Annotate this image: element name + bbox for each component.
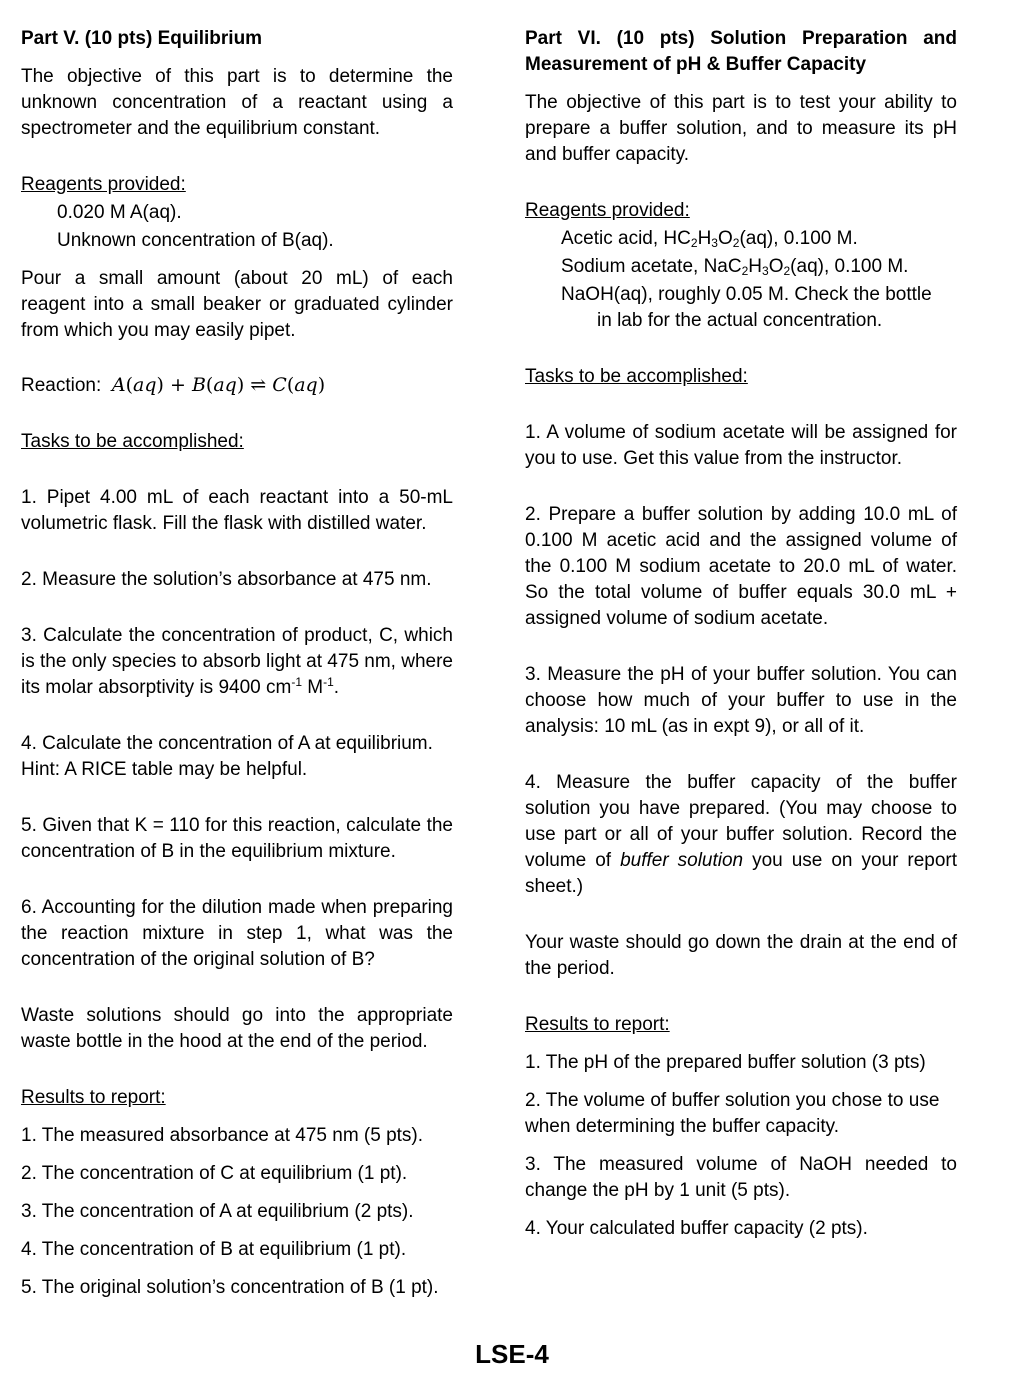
part5-task-4: 4. Calculate the concentration of A at equilibrium. Hint: A RICE table may be helpful.	[21, 733, 433, 780]
part5-reagent-a: 0.020 M A(aq).	[57, 202, 182, 223]
part6-waste: Your waste should go down the drain at the end of the period.	[525, 932, 957, 979]
part6-result-1: 1. The pH of the prepared buffer solution (3 pts)	[525, 1052, 926, 1073]
part5-results-heading: Results to report:	[21, 1087, 166, 1108]
plus-sign: +	[169, 374, 186, 396]
part5-reagents-heading: Reagents provided:	[21, 174, 186, 195]
part6-reagents-heading: Reagents provided:	[525, 200, 690, 221]
part5-task-3-unit: M	[302, 677, 324, 698]
part6-reagent-acetic	[525, 226, 957, 252]
phase-b: aq	[213, 374, 237, 396]
part6-task-1: 1. A volume of sodium acetate will be assigned for you to use. Get this value from the instructor.	[525, 422, 957, 469]
part5-task-3-exp2: -1	[323, 675, 334, 689]
part6-objective: The objective of this part is to test your ability to prepare a buffer solution, and to measure its pH and buffer capacity.	[525, 92, 957, 165]
reaction-label: Reaction:	[21, 375, 102, 396]
part6-column	[525, 26, 957, 1242]
part5-tasks-heading: Tasks to be accomplished:	[21, 431, 244, 452]
reaction-equation: A(aq) + B(aq) ⇌ C(aq)	[111, 374, 326, 396]
sodium-sub1: 2	[741, 264, 749, 278]
part5-result-3: 3. The concentration of A at equilibrium (2 pts).	[21, 1201, 414, 1222]
part6-results-heading: Results to report:	[525, 1014, 670, 1035]
sodium-pre: Sodium acetate, NaC	[561, 256, 742, 277]
reactant-a: A	[111, 374, 126, 396]
acetic-post: (aq), 0.100 M.	[739, 228, 858, 249]
part5-title: Part V. (10 pts) Equilibrium	[21, 28, 263, 49]
acetic-h: H	[697, 228, 712, 249]
part5-task-2: 2. Measure the solution’s absorbance at 475 nm.	[21, 569, 432, 590]
part6-task-4-b: you use on your report sheet.)	[525, 850, 958, 897]
part5-waste: Waste solutions should go into the appropriate waste bottle in the hood at the end of the period.	[21, 1005, 453, 1052]
sodium-sub3: 2	[783, 264, 791, 278]
acetic-sub2: 3	[711, 236, 718, 250]
part6-reagent-naoh: NaOH(aq), roughly 0.05 M. Check the bottle	[561, 284, 932, 305]
phase-a: aq	[133, 374, 157, 396]
part6-tasks-heading: Tasks to be accomplished:	[525, 366, 748, 387]
phase-c: aq	[294, 374, 318, 396]
sodium-post: (aq), 0.100 M.	[790, 256, 909, 277]
reactant-b: B	[191, 374, 206, 396]
part5-result-1: 1. The measured absorbance at 475 nm (5 pts).	[21, 1125, 424, 1146]
part6-reagent-naoh-cont: in lab for the actual concentration.	[597, 310, 883, 331]
part6-task-4-em: buffer solution	[620, 850, 744, 871]
part6-task-4	[525, 770, 957, 900]
sodium-o: O	[768, 256, 784, 277]
page-label: LSE-4	[475, 1339, 549, 1369]
part6-task-2: 2. Prepare a buffer solution by adding 10.0 mL of 0.100 M acetic acid and the assigned volume of the 0.100 M sodium acetate to 20.0 mL of water. So the total volume of buffer equals 30.0 mL + assigned volume of sodium acetate.	[525, 504, 957, 629]
part6-task-3: 3. Measure the pH of your buffer solution. You can choose how much of your buffer to use in the analysis: 10 mL (as in expt 9), or all of it.	[525, 664, 957, 737]
part5-pour-instruction: Pour a small amount (about 20 mL) of each reagent into a small beaker or graduated cylinder from which you may easily pipet.	[21, 268, 453, 341]
part5-result-5: 5. The original solution’s concentration of B (1 pt).	[21, 1277, 439, 1298]
part5-task-3	[21, 623, 453, 701]
part5-task-6: 6. Accounting for the dilution made when preparing the reaction mixture in step 1, what was the concentration of the original solution of B?	[21, 897, 453, 970]
acetic-o: O	[717, 228, 733, 249]
part5-result-2: 2. The concentration of C at equilibrium (1 pt).	[21, 1163, 408, 1184]
part6-title: Part VI. (10 pts) Solution Preparation and Measurement of pH & Buffer Capacity	[525, 28, 957, 75]
product-c: C	[272, 374, 287, 396]
part5-reagent-b: Unknown concentration of B(aq).	[57, 230, 334, 251]
part5-task-1: 1. Pipet 4.00 mL of each reactant into a 50-mL volumetric flask. Fill the flask with distilled water.	[21, 487, 453, 534]
part5-task-3-end: .	[333, 677, 340, 698]
part6-result-3: 3. The measured volume of NaOH needed to change the pH by 1 unit (5 pts).	[525, 1154, 957, 1201]
part6-result-2: 2. The volume of buffer solution you chose to use when determining the buffer capacity.	[525, 1090, 940, 1137]
part6-reagent-sodium	[525, 254, 957, 280]
part5-column	[21, 26, 453, 1301]
part5-task-3-exp1: -1	[291, 675, 302, 689]
sodium-sub2: 3	[762, 264, 769, 278]
part5-objective: The objective of this part is to determine the unknown concentration of a reactant using a spectrometer and the equilibrium constant.	[21, 66, 453, 139]
acetic-sub3: 2	[732, 236, 740, 250]
equilibrium-arrow: ⇌	[250, 374, 267, 396]
part5-result-4: 4. The concentration of B at equilibrium (1 pt).	[21, 1239, 407, 1260]
part5-task-5: 5. Given that K = 110 for this reaction, calculate the concentration of B in the equilibrium mixture.	[21, 815, 453, 862]
sodium-h: H	[748, 256, 763, 277]
acetic-sub1: 2	[690, 236, 698, 250]
part6-result-4: 4. Your calculated buffer capacity (2 pts).	[525, 1218, 868, 1239]
part5-reaction-line	[21, 372, 453, 399]
acetic-pre: Acetic acid, HC	[561, 228, 691, 249]
part5-task-3-text: 3. Calculate the concentration of product, C, which is the only species to absorb light at 475 nm, where its molar absorptivity is 9400 cm	[21, 625, 453, 698]
part6-task-4-a: 4. Measure the buffer capacity of the buffer solution you have prepared. (You may choose to use part or all of your buffer solution. Record the volume of	[525, 772, 957, 871]
